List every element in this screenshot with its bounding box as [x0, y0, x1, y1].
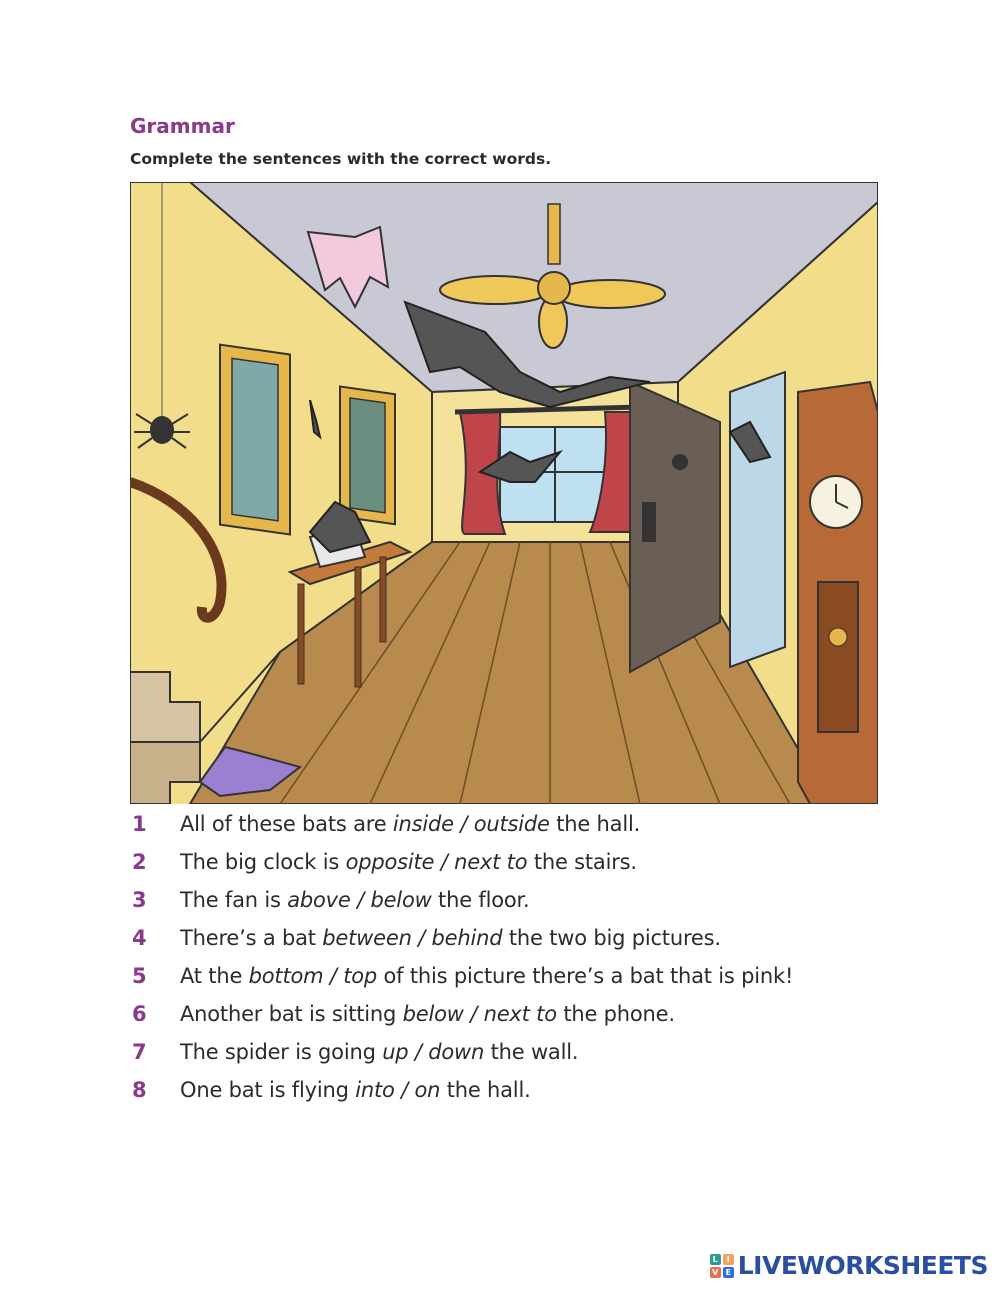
question-number: 5	[132, 964, 147, 988]
question-number: 2	[132, 850, 147, 874]
question-number: 4	[132, 926, 147, 950]
door-icon	[630, 372, 785, 672]
question-number: 1	[132, 812, 147, 836]
logo-cell: L	[710, 1254, 721, 1265]
question-number: 6	[132, 1002, 147, 1026]
section-title: Grammar	[130, 114, 235, 138]
grandfather-clock-icon	[798, 382, 878, 804]
question-text: Another bat is sitting below / next to the phone.	[180, 1002, 675, 1026]
question-list	[130, 812, 950, 1116]
question-item	[130, 1078, 950, 1116]
logo-cell: E	[723, 1267, 734, 1278]
answer-options[interactable]: between / behind	[322, 926, 503, 950]
logo-cell: V	[710, 1267, 721, 1278]
answer-options[interactable]: into / on	[355, 1078, 441, 1102]
question-item	[130, 1002, 950, 1040]
answer-options[interactable]: up / down	[382, 1040, 485, 1064]
question-text: The spider is going up / down the wall.	[180, 1040, 579, 1064]
question-number: 8	[132, 1078, 147, 1102]
haunted-hall-illustration	[130, 182, 878, 804]
instruction-text: Complete the sentences with the correct words.	[130, 150, 552, 168]
question-text: At the bottom / top of this picture there’s a bat that is pink!	[180, 964, 794, 988]
question-item	[130, 850, 950, 888]
answer-options[interactable]: opposite / next to	[345, 850, 528, 874]
question-text: The big clock is opposite / next to the stairs.	[180, 850, 637, 874]
answer-options[interactable]: above / below	[287, 888, 432, 912]
logo-cell: I	[723, 1254, 734, 1265]
logo-text: LIVEWORKSHEETS	[737, 1251, 988, 1280]
question-text: The fan is above / below the floor.	[180, 888, 530, 912]
question-text: All of these bats are inside / outside the hall.	[180, 812, 641, 836]
question-item	[130, 964, 950, 1002]
answer-options[interactable]: below / next to	[402, 1002, 557, 1026]
question-item	[130, 1040, 950, 1078]
question-number: 7	[132, 1040, 147, 1064]
answer-options[interactable]: inside / outside	[392, 812, 550, 836]
question-text: One bat is flying into / on the hall.	[180, 1078, 531, 1102]
answer-options[interactable]: bottom / top	[248, 964, 378, 988]
question-item	[130, 812, 950, 850]
logo-grid-icon	[710, 1254, 734, 1278]
question-item	[130, 926, 950, 964]
question-item	[130, 888, 950, 926]
question-number: 3	[132, 888, 147, 912]
question-text: There’s a bat between / behind the two big pictures.	[180, 926, 721, 950]
liveworksheets-logo[interactable]	[710, 1251, 988, 1280]
